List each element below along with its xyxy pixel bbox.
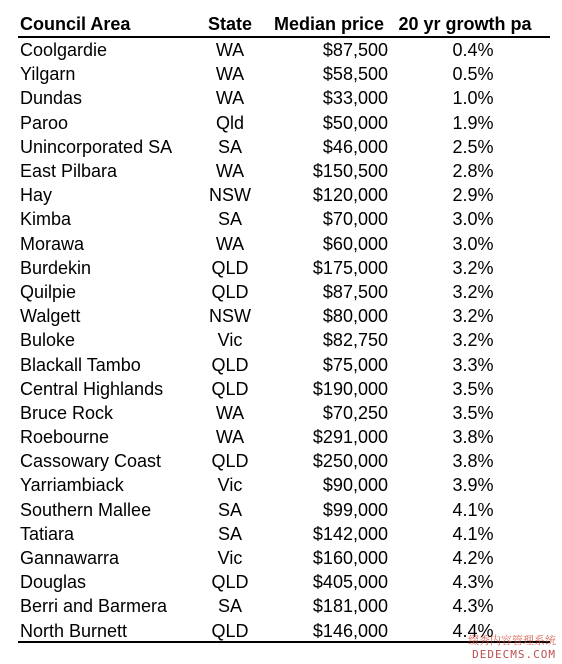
cell-state: QLD [211,354,249,375]
cell-median-price: $250,000 [312,451,388,472]
header-council-area: Council Area [20,14,131,34]
table-row [18,256,550,280]
cell-median-price: $70,250 [322,402,388,423]
cell-median-price: $142,000 [312,523,388,544]
cell-council-area: Kimba [20,209,72,230]
cell-state: QLD [211,572,249,593]
cell-state: Qld [215,112,244,133]
watermark-line-2: DEDECMS.COM [472,648,556,661]
cell-council-area: Yilgarn [20,64,76,85]
cell-state: WA [215,233,245,254]
cell-median-price: $50,000 [322,112,388,133]
cell-growth: 3.2% [452,330,494,351]
cell-growth: 4.1% [452,523,494,544]
cell-growth: 2.9% [452,185,494,206]
cell-council-area: Morawa [20,233,85,254]
header-state: State [207,14,252,34]
cell-growth: 3.2% [452,306,494,327]
cell-median-price: $46,000 [322,136,388,157]
cell-council-area: Tatiara [20,523,75,544]
cell-median-price: $70,000 [322,209,388,230]
cell-median-price: $90,000 [322,475,388,496]
cell-growth: 3.5% [452,402,494,423]
cell-median-price: $175,000 [312,257,388,278]
table-row [18,377,550,401]
table-row [18,159,550,183]
cell-state: WA [215,402,245,423]
cell-median-price: $405,000 [312,572,388,593]
cell-council-area: Quilpie [20,281,77,302]
table-row [18,546,550,570]
table-row [18,570,550,594]
cell-growth: 0.4% [452,40,494,61]
table-row [18,111,550,135]
cell-growth: 1.0% [452,88,494,109]
table-row [18,352,550,376]
cell-median-price: $150,500 [312,161,388,182]
cell-state: SA [217,499,242,520]
cell-growth: 4.1% [452,499,494,520]
table-row [18,328,550,352]
cell-council-area: Gannawarra [20,548,120,569]
cell-council-area: Walgett [20,306,81,327]
cell-council-area: Berri and Barmera [20,596,168,617]
cell-median-price: $181,000 [312,596,388,617]
table-row [18,304,550,328]
cell-state: WA [215,88,245,109]
cell-median-price: $99,000 [322,499,388,520]
cell-council-area: North Burnett [20,620,128,641]
cell-council-area: Southern Mallee [20,499,152,520]
cell-growth: 3.8% [452,427,494,448]
council-growth-table [18,12,550,643]
cell-growth: 0.5% [452,64,494,85]
cell-growth: 3.3% [452,354,494,375]
table-row [18,498,550,522]
cell-growth: 2.5% [452,136,494,157]
cell-council-area: Buloke [20,330,76,351]
table-row [18,62,550,86]
cell-growth: 3.8% [452,451,494,472]
cell-median-price: $87,500 [322,281,388,302]
cell-council-area: East Pilbara [20,161,118,182]
cell-median-price: $33,000 [322,88,388,109]
table-row [18,86,550,110]
cell-state: QLD [211,451,249,472]
cell-state: QLD [211,281,249,302]
cell-council-area: Central Highlands [20,378,164,399]
cell-median-price: $291,000 [312,427,388,448]
table-row [18,425,550,449]
cell-council-area: Douglas [20,572,87,593]
table-row [18,280,550,304]
watermark-logo [436,635,556,661]
cell-council-area: Roebourne [20,427,110,448]
cell-state: QLD [211,257,249,278]
cell-state: Vic [217,548,243,569]
cell-growth: 3.0% [452,209,494,230]
cell-growth: 1.9% [452,112,494,133]
cell-median-price: $60,000 [322,233,388,254]
cell-growth: 4.3% [452,572,494,593]
cell-growth: 3.2% [452,281,494,302]
table-row [18,232,550,256]
cell-council-area: Cassowary Coast [20,451,162,472]
cell-state: SA [217,523,242,544]
cell-state: SA [217,136,242,157]
cell-growth: 3.0% [452,233,494,254]
cell-state: SA [217,596,242,617]
cell-council-area: Burdekin [20,257,92,278]
cell-state: WA [215,427,245,448]
cell-state: QLD [211,378,249,399]
table-row [18,594,550,618]
cell-growth: 3.9% [452,475,494,496]
header-growth: 20 yr growth pa [398,14,532,34]
cell-growth: 4.2% [452,548,494,569]
cell-median-price: $80,000 [322,306,388,327]
cell-median-price: $160,000 [312,548,388,569]
cell-median-price: $190,000 [312,378,388,399]
watermark-line-1: 缀秀内容管理系统 [468,635,556,647]
table-row [18,522,550,546]
table-row [18,449,550,473]
cell-state: Vic [217,475,243,496]
cell-council-area: Hay [20,185,53,206]
cell-state: NSW [209,306,251,327]
cell-council-area: Coolgardie [20,40,108,61]
cell-state: SA [217,209,242,230]
cell-council-area: Yarriambiack [20,475,124,496]
cell-median-price: $58,500 [322,64,388,85]
table-row [18,38,550,62]
cell-state: WA [215,40,245,61]
cell-state: NSW [209,185,251,206]
cell-growth: 4.3% [452,596,494,617]
cell-median-price: $120,000 [312,185,388,206]
cell-state: WA [215,64,245,85]
table-body [18,38,550,643]
cell-median-price: $87,500 [322,40,388,61]
cell-growth: 3.2% [452,257,494,278]
cell-council-area: Unincorporated SA [20,136,173,157]
cell-council-area: Dundas [20,88,83,109]
cell-state: QLD [211,620,249,641]
cell-growth: 3.5% [452,378,494,399]
cell-growth: 2.8% [452,161,494,182]
table-row [18,401,550,425]
cell-median-price: $146,000 [312,620,388,641]
table-row [18,183,550,207]
cell-state: Vic [217,330,243,351]
cell-median-price: $75,000 [322,354,388,375]
cell-council-area: Blackall Tambo [20,354,141,375]
table-row [18,473,550,497]
table-row [18,207,550,231]
header-median-price: Median price [273,14,385,34]
cell-median-price: $82,750 [322,330,388,351]
cell-state: WA [215,161,245,182]
cell-growth: 4.4% [452,620,494,641]
table-header-row [18,12,550,38]
cell-council-area: Paroo [20,112,69,133]
table-row [18,135,550,159]
cell-council-area: Bruce Rock [20,402,114,423]
